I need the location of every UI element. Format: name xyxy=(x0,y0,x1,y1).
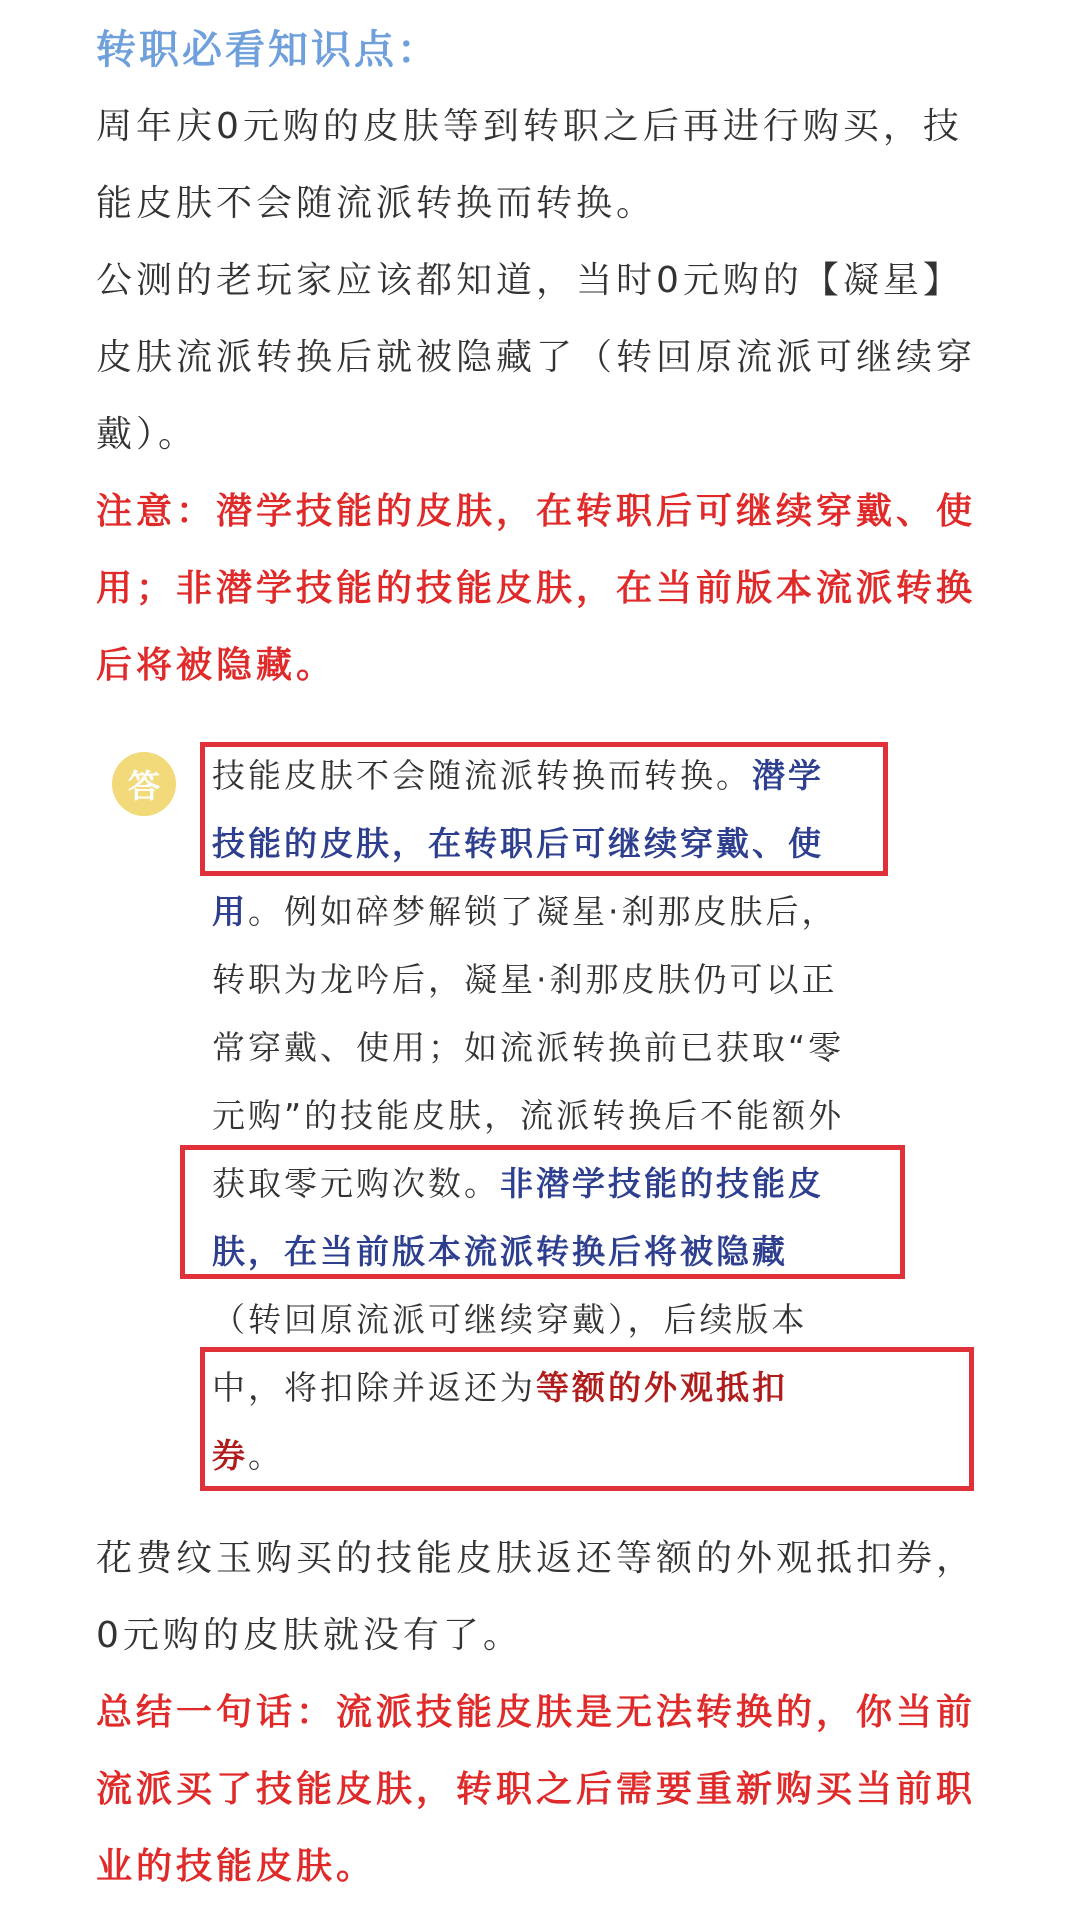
note-line: 用；非潜学技能的技能皮肤，在当前版本流派转换 xyxy=(96,568,977,609)
answer-emphasis: 非潜学技能的技能皮 xyxy=(500,1164,824,1203)
paragraph-line: 公测的老玩家应该都知道，当时0元购的【凝星】 xyxy=(96,260,963,301)
summary-line: 业的技能皮肤。 xyxy=(96,1846,377,1887)
note-line: 后将被隐藏。 xyxy=(96,645,337,686)
answer-emphasis: 潜学 xyxy=(752,756,824,795)
summary-line: 总结一句话：流派技能皮肤是无法转换的，你当前 xyxy=(96,1692,977,1733)
note-line: 注意：潜学技能的皮肤，在转职后可继续穿戴、使 xyxy=(96,491,977,532)
highlight-box xyxy=(200,742,888,876)
highlight-box xyxy=(200,1347,974,1491)
answer-text: 获取零元购次数。 xyxy=(212,1164,500,1203)
section-heading: 转职必看知识点： xyxy=(96,27,440,73)
answer-text: 技能皮肤不会随流派转换而转换。 xyxy=(212,756,752,795)
answer-line: 元购”的技能皮肤，流派转换后不能额外 xyxy=(212,1096,845,1135)
answer-text: 。 xyxy=(248,1436,284,1475)
answer-emphasis: 用 xyxy=(212,892,248,931)
closing-section xyxy=(96,1520,996,1905)
answer-line: （转回原流派可继续穿戴），后续版本 xyxy=(212,1300,808,1339)
answer-emphasis: 技能的皮肤，在转职后可继续穿戴、使 xyxy=(212,824,824,863)
article xyxy=(96,0,996,1905)
answer-emphasis: 券 xyxy=(212,1436,248,1475)
summary-line: 流派买了技能皮肤，转职之后需要重新购买当前职 xyxy=(96,1769,977,1810)
answer-line: 常穿戴、使用；如流派转换前已获取“零 xyxy=(212,1028,845,1067)
paragraph-line: 花费纹玉购买的技能皮肤返还等额的外观抵扣券， xyxy=(96,1538,977,1579)
paragraph-line: 戴）。 xyxy=(96,414,199,455)
paragraph-line: 皮肤流派转换后就被隐藏了（转回原流派可继续穿 xyxy=(96,337,977,378)
paragraph-line: 周年庆0元购的皮肤等到转职之后再进行购买，技 xyxy=(96,106,963,147)
answer-emphasis: 等额的外观抵扣 xyxy=(536,1368,788,1407)
answer-text: 。例如碎梦解锁了凝星·刹那皮肤后， xyxy=(248,892,838,931)
paragraph-line: 能皮肤不会随流派转换而转换。 xyxy=(96,183,657,224)
paragraph-line: 0元购的皮肤就没有了。 xyxy=(96,1615,523,1656)
answer-emphasis: 肤，在当前版本流派转换后将被隐藏 xyxy=(212,1232,788,1271)
answer-line: 转职为龙吟后，凝星·刹那皮肤仍可以正 xyxy=(212,960,838,999)
answer-line xyxy=(212,878,852,946)
official-answer xyxy=(127,742,852,1490)
answer-badge-icon: 答 xyxy=(112,752,176,816)
highlight-box xyxy=(180,1145,905,1279)
answer-text: 中，将扣除并返还为 xyxy=(212,1368,536,1407)
